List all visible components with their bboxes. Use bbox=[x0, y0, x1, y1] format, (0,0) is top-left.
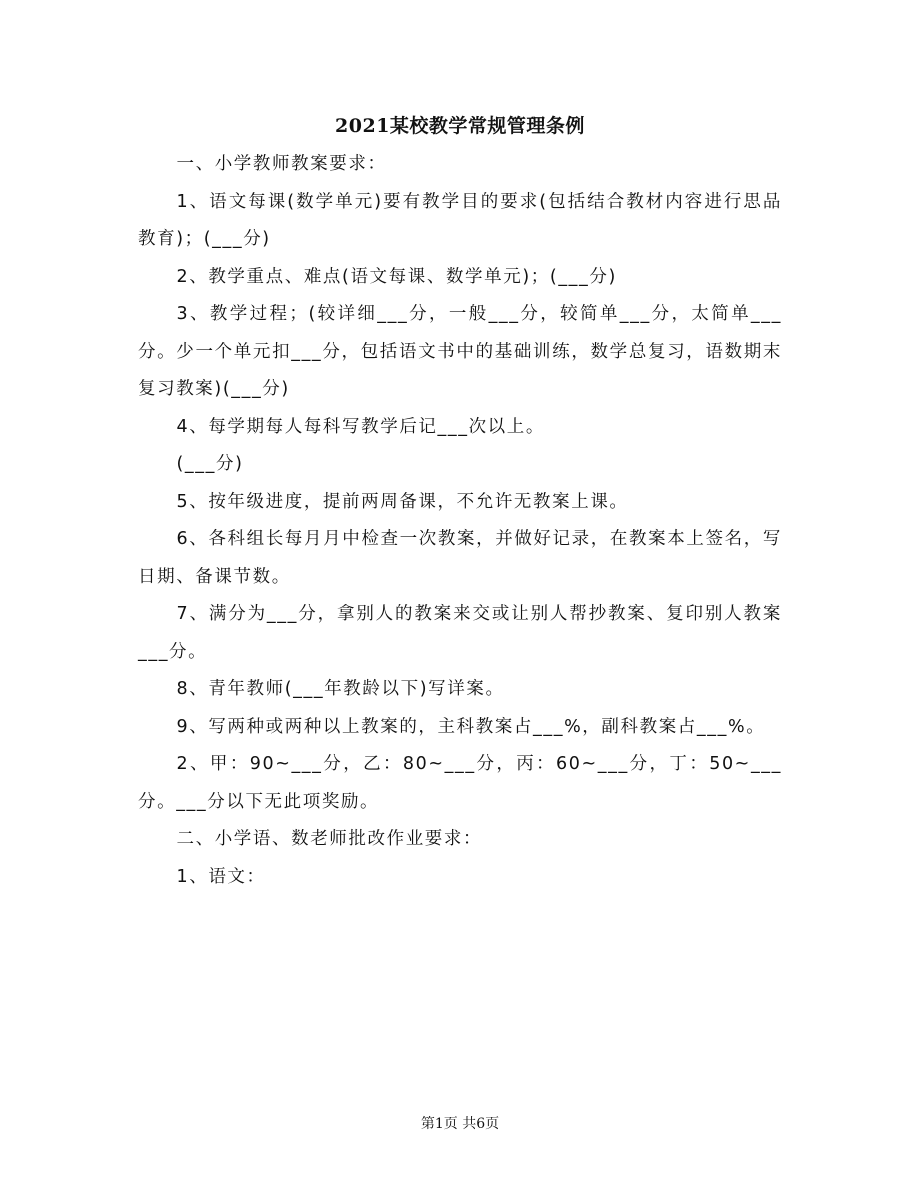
paragraph: 2、教学重点、难点(语文每课、数学单元)；(___分) bbox=[176, 266, 617, 287]
paragraph: 2、甲：90~___分，乙：80~___分，丙：60~___分，丁：50~___分。___分以下无此项奖励。 bbox=[138, 754, 782, 812]
section-heading: 二、小学语、数老师批改作业要求： bbox=[176, 829, 483, 849]
paragraph: 9、写两种或两种以上教案的，主科教案占___%，副科教案占___%。 bbox=[176, 716, 766, 737]
section-heading: 一、小学教师教案要求： bbox=[176, 154, 387, 174]
paragraph: 1、语文每课(数学单元)要有教学目的要求(包括结合教材内容进行思品教育)；(___分) bbox=[138, 191, 782, 249]
paragraph: 6、各科组长每月月中检查一次教案，并做好记录，在教案本上签名，写日期、备课节数。 bbox=[138, 529, 782, 587]
page-number: 第1页 共6页 bbox=[420, 1116, 500, 1132]
paragraph: 4、每学期每人每科写教学后记___次以上。 bbox=[176, 416, 545, 437]
paragraph: 1、语文： bbox=[176, 866, 266, 887]
paragraph: (___分) bbox=[176, 454, 244, 474]
paragraph: 5、按年级进度，提前两周备课，不允许无教案上课。 bbox=[176, 491, 629, 512]
document-body bbox=[138, 146, 782, 896]
paragraph: 8、青年教师(___年教龄以下)写详案。 bbox=[176, 679, 505, 699]
document-title: 2021某校教学常规管理条例 bbox=[335, 115, 585, 137]
paragraph: 3、教学过程；(较详细___分，一般___分，较简单___分，太简单___分。少一个单元扣___分，包括语文书中的基础训练，数学总复习，语数期末复习教案)(___分) bbox=[138, 304, 782, 399]
paragraph: 7、满分为___分，拿别人的教案来交或让别人帮抄教案、复印别人教案___分。 bbox=[138, 604, 782, 662]
